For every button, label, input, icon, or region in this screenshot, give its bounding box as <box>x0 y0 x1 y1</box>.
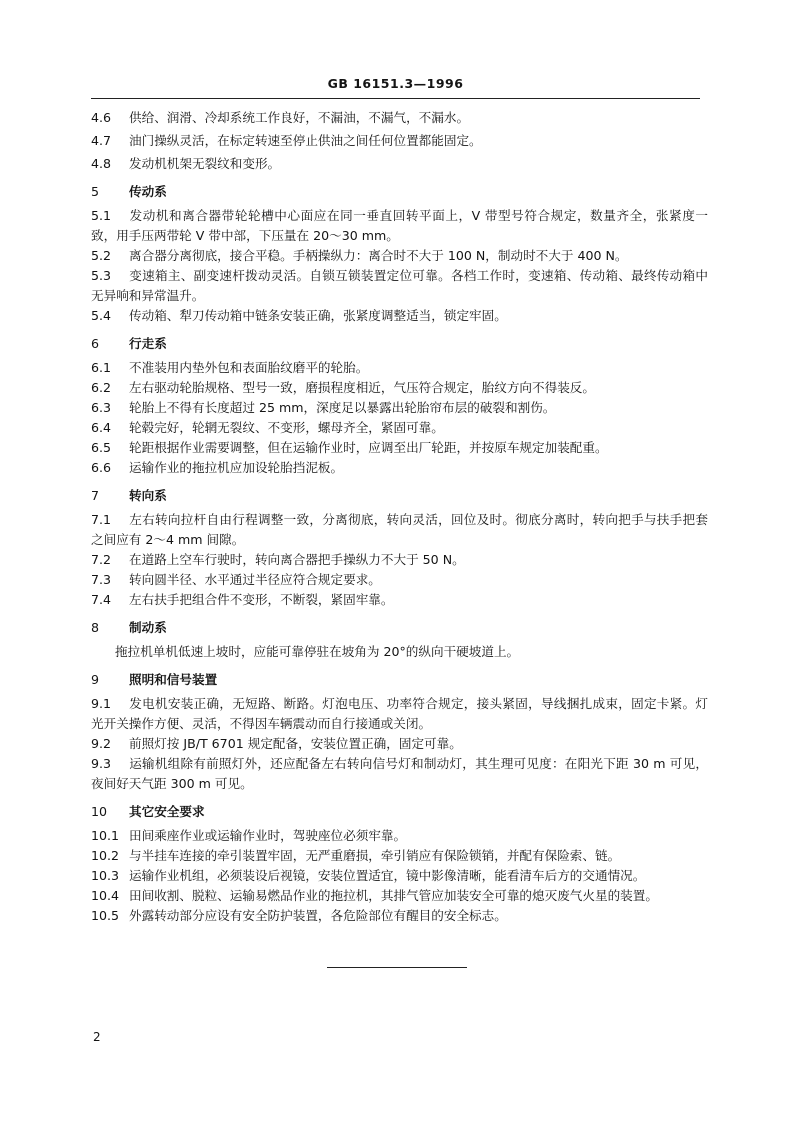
clause-9-1 <box>91 694 708 734</box>
clause-10-3 <box>91 866 708 886</box>
clause-7-1 <box>91 510 708 550</box>
clause-text: 左右扶手把组合件不变形，不断裂，紧固牢靠。 <box>129 592 394 607</box>
clause-9-2 <box>91 734 708 754</box>
clause-4-6 <box>91 108 708 128</box>
section-number: 8 <box>91 620 100 635</box>
clause-text: 发动机和离合器带轮轮槽中心面应在同一垂直回转平面上，V 带型号符合规定，数量齐全，张紧度一致，用手压两带轮 V 带中部，下压量在 20～30 mm。 <box>91 208 708 243</box>
clause-number: 10.1 <box>91 828 120 843</box>
clause-10-1 <box>91 826 708 846</box>
clause-text: 供给、润滑、冷却系统工作良好，不漏油，不漏气，不漏水。 <box>129 110 470 125</box>
clause-text: 外露转动部分应设有安全防护装置，各危险部位有醒目的安全标志。 <box>129 908 507 923</box>
clause-number: 9.3 <box>91 756 112 771</box>
clause-number: 9.2 <box>91 736 112 751</box>
clause-number: 5.3 <box>91 268 112 283</box>
clause-number: 10.3 <box>91 868 120 883</box>
clause-text: 田间收割、脱粒、运输易燃品作业的拖拉机，其排气管应加装安全可靠的熄灭废气火星的装置。 <box>129 888 658 903</box>
clause-number: 4.7 <box>91 133 112 148</box>
clause-number: 6.3 <box>91 400 112 415</box>
clause-text: 轮毂完好，轮辋无裂纹、不变形，螺母齐全，紧固可靠。 <box>129 420 444 435</box>
section-number: 7 <box>91 488 100 503</box>
section-title: 其它安全要求 <box>129 804 205 819</box>
clause-number: 5.2 <box>91 248 112 263</box>
clause-number: 9.1 <box>91 696 112 711</box>
clause-10-2 <box>91 846 708 866</box>
clause-text: 发动机机架无裂纹和变形。 <box>129 156 281 171</box>
section-heading-7 <box>91 486 708 506</box>
clause-7-3 <box>91 570 708 590</box>
clause-text: 不准装用内垫外包和表面胎纹磨平的轮胎。 <box>129 360 369 375</box>
clause-6-1 <box>91 358 708 378</box>
clause-9-3 <box>91 754 708 794</box>
clause-5-1 <box>91 206 708 246</box>
clause-text: 油门操纵灵活，在标定转速至停止供油之间任何位置都能固定。 <box>129 133 482 148</box>
clause-number: 7.3 <box>91 572 112 587</box>
clause-6-2 <box>91 378 708 398</box>
clause-6-6 <box>91 458 708 478</box>
clause-number: 10.5 <box>91 908 120 923</box>
clause-number: 4.8 <box>91 156 112 171</box>
clause-number: 7.1 <box>91 512 112 527</box>
clause-7-4 <box>91 590 708 610</box>
clause-text: 传动箱、犁刀传动箱中链条安装正确，张紧度调整适当，锁定牢固。 <box>129 308 507 323</box>
clause-5-2 <box>91 246 708 266</box>
section-title: 转向系 <box>129 488 167 503</box>
section-title: 行走系 <box>129 336 167 351</box>
clause-6-4 <box>91 418 708 438</box>
clause-text: 离合器分离彻底，接合平稳。手柄操纵力：离合时不大于 100 N，制动时不大于 400 N。 <box>129 248 628 263</box>
page-header: GB 16151.3—1996 <box>327 76 464 91</box>
clause-text: 变速箱主、副变速杆拨动灵活。自锁互锁装置定位可靠。各档工作时，变速箱、传动箱、最终传动箱中无异响和异常温升。 <box>91 268 708 303</box>
clause-5-4 <box>91 306 708 326</box>
clause-text: 运输机组除有前照灯外，还应配备左右转向信号灯和制动灯，其生理可见度：在阳光下距 30 m 可见，夜间好天气距 300 m 可见。 <box>91 756 708 791</box>
clause-number: 6.6 <box>91 460 112 475</box>
clause-text: 运输作业的拖拉机应加设轮胎挡泥板。 <box>129 460 344 475</box>
clause-4-7 <box>91 131 708 151</box>
clause-number: 10.2 <box>91 848 120 863</box>
clause-text: 运输作业机组，必须装设后视镜，安装位置适宜，镜中影像清晰，能看清车后方的交通情况。 <box>129 868 646 883</box>
section-heading-5 <box>91 182 708 202</box>
clause-text: 左右转向拉杆自由行程调整一致，分离彻底，转向灵活，回位及时。彻底分离时，转向把手与扶手把套之间应有 2～4 mm 间隙。 <box>91 512 708 547</box>
clause-text: 发电机安装正确，无短路、断路。灯泡电压、功率符合规定，接头紧固，导线捆扎成束，固定卡紧。灯光开关操作方便、灵活，不得因车辆震动而自行接通或关闭。 <box>91 696 708 731</box>
page-number: 2 <box>93 1030 101 1044</box>
section-number: 10 <box>91 804 108 819</box>
section-title: 制动系 <box>129 620 167 635</box>
section-title: 照明和信号装置 <box>129 672 218 687</box>
clause-text: 前照灯按 JB/T 6701 规定配备，安装位置正确，固定可靠。 <box>129 736 462 751</box>
section-number: 5 <box>91 184 100 199</box>
header-rule <box>91 98 700 99</box>
clause-7-2 <box>91 550 708 570</box>
clause-number: 7.4 <box>91 592 112 607</box>
clause-text: 左右驱动轮胎规格、型号一致，磨损程度相近，气压符合规定，胎纹方向不得装反。 <box>129 380 595 395</box>
section-heading-9 <box>91 670 708 690</box>
section-heading-10 <box>91 802 708 822</box>
clause-10-4 <box>91 886 708 906</box>
end-of-text-rule <box>327 967 467 968</box>
clause-number: 4.6 <box>91 110 112 125</box>
document-body <box>91 108 708 926</box>
clause-number: 6.4 <box>91 420 112 435</box>
section-number: 6 <box>91 336 100 351</box>
clause-5-3 <box>91 266 708 306</box>
clause-number: 7.2 <box>91 552 112 567</box>
section-title: 传动系 <box>129 184 167 199</box>
clause-number: 5.1 <box>91 208 112 223</box>
section-heading-8 <box>91 618 708 638</box>
clause-6-3 <box>91 398 708 418</box>
section-8-paragraph: 拖拉机单机低速上坡时，应能可靠停驻在坡角为 20°的纵向干硬坡道上。 <box>115 644 520 659</box>
clause-text: 轮距根据作业需要调整，但在运输作业时，应调至出厂轮距，并按原车规定加装配重。 <box>129 440 608 455</box>
clause-number: 6.1 <box>91 360 112 375</box>
clause-text: 轮胎上不得有长度超过 25 mm，深度足以暴露出轮胎帘布层的破裂和割伤。 <box>129 400 556 415</box>
clause-text: 转向圆半径、水平通过半径应符合规定要求。 <box>129 572 381 587</box>
clause-number: 6.2 <box>91 380 112 395</box>
clause-text: 与半挂车连接的牵引装置牢固，无严重磨损，牵引销应有保险锁销，并配有保险索、链。 <box>129 848 621 863</box>
clause-number: 6.5 <box>91 440 112 455</box>
clause-4-8 <box>91 154 708 174</box>
clause-number: 10.4 <box>91 888 120 903</box>
clause-6-5 <box>91 438 708 458</box>
clause-10-5 <box>91 906 708 926</box>
section-number: 9 <box>91 672 100 687</box>
clause-text: 田间乘座作业或运输作业时，驾驶座位必须牢靠。 <box>129 828 407 843</box>
clause-number: 5.4 <box>91 308 112 323</box>
section-heading-6 <box>91 334 708 354</box>
clause-text: 在道路上空车行驶时，转向离合器把手操纵力不大于 50 N。 <box>129 552 465 567</box>
